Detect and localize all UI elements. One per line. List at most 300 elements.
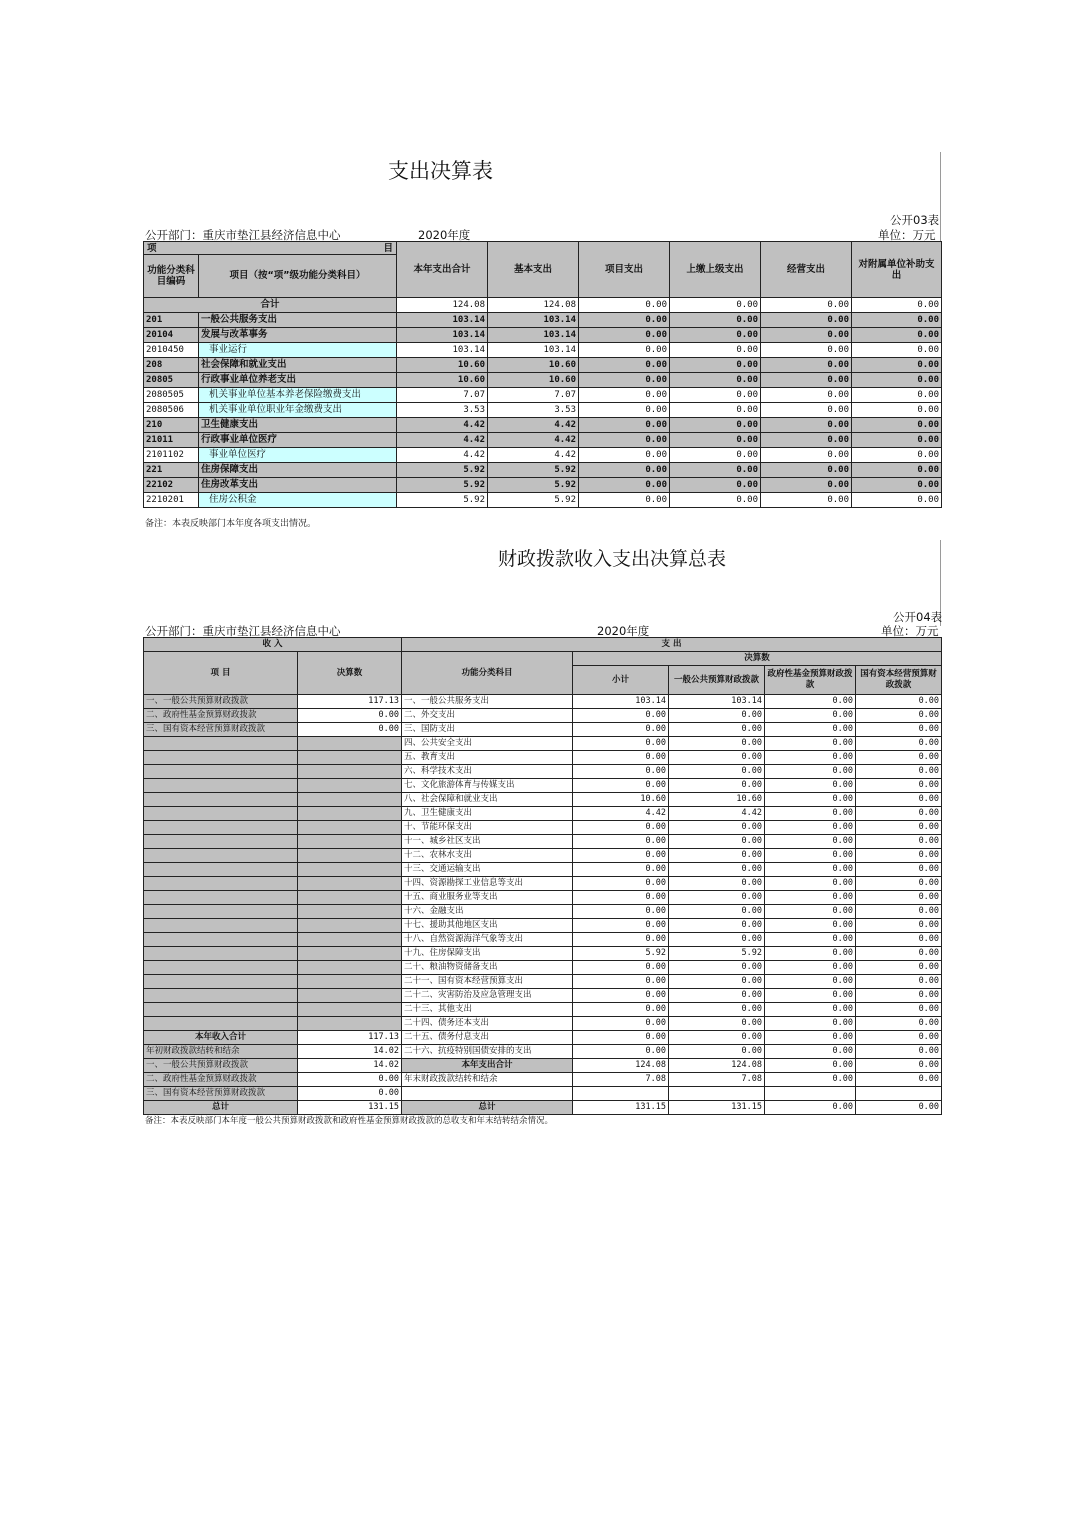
expense-value-cell: 0.00 <box>765 919 856 933</box>
expense-value-cell: 0.00 <box>765 849 856 863</box>
expense-value-cell: 0.00 <box>573 961 669 975</box>
income-item-cell <box>144 779 298 793</box>
value-cell: 0.00 <box>761 373 852 388</box>
table-row <box>144 418 942 433</box>
expense-value-cell: 0.00 <box>856 905 942 919</box>
value-cell: 0.00 <box>670 298 761 313</box>
expense-item-cell: 二十二、灾害防治及应急管理支出 <box>402 989 573 1003</box>
expense-value-cell: 0.00 <box>765 947 856 961</box>
expense-value-cell: 0.00 <box>856 723 942 737</box>
expense-value-cell: 0.00 <box>573 723 669 737</box>
expense-value-cell: 0.00 <box>765 737 856 751</box>
value-cell: 4.42 <box>488 448 579 463</box>
value-cell: 0.00 <box>761 313 852 328</box>
table1-department: 公开部门：重庆市垫江县经济信息中心 <box>145 228 341 242</box>
expense-value-cell: 0.00 <box>669 751 765 765</box>
expense-value-cell: 0.00 <box>765 905 856 919</box>
name-cell: 机关事业单位基本养老保险缴费支出 <box>199 388 397 403</box>
expense-value-cell: 0.00 <box>765 709 856 723</box>
table-row <box>144 478 942 493</box>
name-cell: 住房公积金 <box>199 493 397 508</box>
name-cell: 一般公共服务支出 <box>199 313 397 328</box>
expense-value-cell: 0.00 <box>856 807 942 821</box>
value-cell: 103.14 <box>397 313 488 328</box>
expense-value-cell: 0.00 <box>669 737 765 751</box>
value-cell: 4.42 <box>397 418 488 433</box>
income-amount-cell: 0.00 <box>298 709 402 723</box>
table-row <box>144 919 942 933</box>
expense-value-cell: 0.00 <box>573 905 669 919</box>
expense-value-cell: 0.00 <box>669 1045 765 1059</box>
table1-note: 备注：本表反映部门本年度各项支出情况。 <box>145 519 317 529</box>
header-subsidy: 对附属单位补助支出 <box>852 242 942 298</box>
expense-value-cell: 0.00 <box>669 891 765 905</box>
expense-item-cell: 十三、交通运输支出 <box>402 863 573 877</box>
expense-item-cell: 九、卫生健康支出 <box>402 807 573 821</box>
expense-value-cell: 0.00 <box>856 779 942 793</box>
expense-value-cell: 0.00 <box>573 779 669 793</box>
code-cell: 208 <box>144 358 199 373</box>
table2-form-no: 公开04表 <box>893 610 943 624</box>
expense-value-cell: 0.00 <box>856 1017 942 1031</box>
name-cell: 住房改革支出 <box>199 478 397 493</box>
expense-value-cell: 0.00 <box>573 1003 669 1017</box>
value-cell: 103.14 <box>488 343 579 358</box>
expense-value-cell: 0.00 <box>573 821 669 835</box>
value-cell: 0.00 <box>852 388 942 403</box>
expense-value-cell: 10.60 <box>669 793 765 807</box>
header-func: 功能分类科目 <box>402 652 573 695</box>
table-row <box>144 751 942 765</box>
expense-value-cell: 0.00 <box>856 709 942 723</box>
income-item-cell: 二、政府性基金预算财政拨款 <box>144 709 298 723</box>
code-cell: 2210201 <box>144 493 199 508</box>
expense-value-cell: 0.00 <box>856 765 942 779</box>
expense-value-cell: 0.00 <box>856 1073 942 1087</box>
income-amount-cell <box>298 765 402 779</box>
expense-value-cell: 0.00 <box>765 723 856 737</box>
expense-value-cell: 0.00 <box>856 947 942 961</box>
value-cell: 0.00 <box>761 463 852 478</box>
value-cell: 0.00 <box>579 388 670 403</box>
table-row <box>144 448 942 463</box>
expense-value-cell: 0.00 <box>856 821 942 835</box>
income-item-cell: 年初财政拨款结转和结余 <box>144 1045 298 1059</box>
income-amount-cell <box>298 779 402 793</box>
value-cell: 4.42 <box>488 418 579 433</box>
value-cell: 0.00 <box>579 358 670 373</box>
table-row <box>144 863 942 877</box>
expense-value-cell: 131.15 <box>669 1101 765 1115</box>
expense-value-cell: 103.14 <box>669 695 765 709</box>
expense-value-cell: 7.08 <box>573 1073 669 1087</box>
income-item-cell <box>144 849 298 863</box>
expense-value-cell: 0.00 <box>765 863 856 877</box>
header-business: 经营支出 <box>761 242 852 298</box>
expense-value-cell: 0.00 <box>573 709 669 723</box>
table-row <box>144 1101 942 1115</box>
expense-value-cell: 0.00 <box>765 961 856 975</box>
value-cell: 0.00 <box>670 313 761 328</box>
expense-item-cell: 十、节能环保支出 <box>402 821 573 835</box>
table-row <box>144 961 942 975</box>
expense-value-cell: 0.00 <box>856 919 942 933</box>
expense-value-cell: 0.00 <box>669 877 765 891</box>
value-cell: 0.00 <box>852 478 942 493</box>
value-cell: 0.00 <box>579 418 670 433</box>
income-item-cell: 三、国有资本经营预算财政拨款 <box>144 723 298 737</box>
income-amount-cell <box>298 863 402 877</box>
name-cell: 发展与改革事务 <box>199 328 397 343</box>
table-row <box>144 723 942 737</box>
header-item: 项 目 <box>144 652 298 695</box>
value-cell: 10.60 <box>397 358 488 373</box>
income-amount-cell <box>298 877 402 891</box>
income-item-cell <box>144 905 298 919</box>
income-amount-cell: 0.00 <box>298 1087 402 1101</box>
fiscal-summary-table <box>143 637 942 1115</box>
name-cell: 行政事业单位养老支出 <box>199 373 397 388</box>
expense-value-cell: 0.00 <box>856 863 942 877</box>
income-item-cell <box>144 1017 298 1031</box>
value-cell: 0.00 <box>852 418 942 433</box>
table-row <box>144 933 942 947</box>
income-amount-cell <box>298 807 402 821</box>
income-item-cell <box>144 751 298 765</box>
header-xiang: 项 <box>147 243 157 254</box>
expense-value-cell: 0.00 <box>765 695 856 709</box>
table-row <box>144 905 942 919</box>
total-label: 合计 <box>144 298 397 313</box>
table-row-total <box>144 298 942 313</box>
income-amount-cell <box>298 891 402 905</box>
expense-value-cell: 103.14 <box>573 695 669 709</box>
expense-item-cell: 十一、城乡社区支出 <box>402 835 573 849</box>
expense-value-cell: 0.00 <box>765 1073 856 1087</box>
income-item-cell: 一、一般公共预算财政拨款 <box>144 695 298 709</box>
income-amount-cell <box>298 919 402 933</box>
income-amount-cell <box>298 835 402 849</box>
table-row <box>144 765 942 779</box>
table-row <box>144 849 942 863</box>
expense-value-cell: 0.00 <box>765 975 856 989</box>
header-mu: 目 <box>383 243 393 254</box>
income-amount-cell <box>298 975 402 989</box>
expense-item-cell: 二十一、国有资本经营预算支出 <box>402 975 573 989</box>
income-amount-cell: 0.00 <box>298 723 402 737</box>
expense-item-cell: 年末财政拨款结转和结余 <box>402 1073 573 1087</box>
value-cell: 0.00 <box>852 358 942 373</box>
value-cell: 4.42 <box>397 448 488 463</box>
table-row <box>144 463 942 478</box>
value-cell: 0.00 <box>670 358 761 373</box>
header-total: 本年支出合计 <box>397 242 488 298</box>
expense-value-cell: 0.00 <box>573 891 669 905</box>
expense-item-cell <box>402 1087 573 1101</box>
expense-value-cell: 0.00 <box>573 877 669 891</box>
expense-value-cell: 0.00 <box>573 989 669 1003</box>
value-cell: 0.00 <box>761 433 852 448</box>
code-cell: 221 <box>144 463 199 478</box>
value-cell: 0.00 <box>852 448 942 463</box>
value-cell: 0.00 <box>761 343 852 358</box>
expense-value-cell: 0.00 <box>856 1101 942 1115</box>
expense-value-cell: 0.00 <box>573 1045 669 1059</box>
income-item-cell <box>144 737 298 751</box>
income-amount-cell <box>298 849 402 863</box>
income-item-cell <box>144 989 298 1003</box>
value-cell: 103.14 <box>488 328 579 343</box>
value-cell: 0.00 <box>579 313 670 328</box>
value-cell: 0.00 <box>852 328 942 343</box>
expense-item-cell: 十五、商业服务业等支出 <box>402 891 573 905</box>
table-row <box>144 975 942 989</box>
table-row <box>144 343 942 358</box>
expense-item-cell: 十二、农林水支出 <box>402 849 573 863</box>
income-item-cell <box>144 933 298 947</box>
expense-value-cell: 0.00 <box>669 849 765 863</box>
income-item-cell <box>144 975 298 989</box>
expense-value-cell: 0.00 <box>765 793 856 807</box>
income-amount-cell: 117.13 <box>298 695 402 709</box>
expense-value-cell: 0.00 <box>573 919 669 933</box>
expense-value-cell: 0.00 <box>573 751 669 765</box>
table1-year: 2020年度 <box>418 228 471 242</box>
income-item-cell: 一、一般公共预算财政拨款 <box>144 1059 298 1073</box>
table-row <box>144 947 942 961</box>
expense-value-cell: 0.00 <box>669 1003 765 1017</box>
expense-value-cell: 0.00 <box>765 835 856 849</box>
expense-value-cell: 4.42 <box>573 807 669 821</box>
table-row <box>144 1059 942 1073</box>
value-cell: 0.00 <box>579 403 670 418</box>
income-item-cell <box>144 1003 298 1017</box>
expense-value-cell: 0.00 <box>573 737 669 751</box>
expense-value-cell: 0.00 <box>856 933 942 947</box>
expense-item-cell: 七、文化旅游体育与传媒支出 <box>402 779 573 793</box>
table-row <box>144 313 942 328</box>
value-cell: 0.00 <box>670 373 761 388</box>
name-cell: 事业运行 <box>199 343 397 358</box>
code-cell: 2080506 <box>144 403 199 418</box>
income-amount-cell: 14.02 <box>298 1045 402 1059</box>
expense-value-cell: 7.08 <box>669 1073 765 1087</box>
table-row <box>144 403 942 418</box>
table-row <box>144 695 942 709</box>
expense-value-cell: 0.00 <box>573 1031 669 1045</box>
expense-item-cell: 二、外交支出 <box>402 709 573 723</box>
expense-value-cell: 0.00 <box>765 877 856 891</box>
value-cell: 0.00 <box>579 433 670 448</box>
value-cell: 124.08 <box>488 298 579 313</box>
expense-item-cell: 二十四、债务还本支出 <box>402 1017 573 1031</box>
value-cell: 0.00 <box>670 493 761 508</box>
table-row <box>144 891 942 905</box>
expense-item-cell: 四、公共安全支出 <box>402 737 573 751</box>
expense-item-cell: 十四、资源勘探工业信息等支出 <box>402 877 573 891</box>
expense-value-cell: 0.00 <box>856 737 942 751</box>
income-item-cell <box>144 919 298 933</box>
expenditure-table <box>143 241 942 508</box>
value-cell: 0.00 <box>670 343 761 358</box>
code-cell: 21011 <box>144 433 199 448</box>
value-cell: 7.07 <box>397 388 488 403</box>
code-cell: 2101102 <box>144 448 199 463</box>
name-cell: 卫生健康支出 <box>199 418 397 433</box>
table-row <box>144 1031 942 1045</box>
table2-department: 公开部门：重庆市垫江县经济信息中心 <box>145 624 341 638</box>
value-cell: 0.00 <box>761 358 852 373</box>
income-item-cell <box>144 877 298 891</box>
value-cell: 0.00 <box>579 478 670 493</box>
expense-item-cell: 十六、金融支出 <box>402 905 573 919</box>
expense-item-cell: 总计 <box>402 1101 573 1115</box>
table-row <box>144 779 942 793</box>
expense-value-cell <box>669 1087 765 1101</box>
expense-item-cell: 十八、自然资源海洋气象等支出 <box>402 933 573 947</box>
expense-value-cell: 0.00 <box>669 905 765 919</box>
expense-value-cell: 0.00 <box>669 723 765 737</box>
income-item-cell <box>144 835 298 849</box>
expense-value-cell: 10.60 <box>573 793 669 807</box>
page-edge-line <box>940 152 941 244</box>
header-basic: 基本支出 <box>488 242 579 298</box>
income-item-cell <box>144 765 298 779</box>
value-cell: 0.00 <box>579 298 670 313</box>
expense-value-cell: 0.00 <box>669 835 765 849</box>
value-cell: 103.14 <box>397 343 488 358</box>
code-cell: 201 <box>144 313 199 328</box>
table1-unit: 单位：万元 <box>878 228 936 242</box>
income-item-cell: 二、政府性基金预算财政拨款 <box>144 1073 298 1087</box>
expense-value-cell: 0.00 <box>856 835 942 849</box>
header-project: 项目支出 <box>579 242 670 298</box>
income-item-cell <box>144 821 298 835</box>
value-cell: 0.00 <box>761 493 852 508</box>
value-cell: 0.00 <box>761 403 852 418</box>
header-name: 项目（按“项”级功能分类科目） <box>199 255 397 298</box>
name-cell: 机关事业单位职业年金缴费支出 <box>199 403 397 418</box>
header-fund: 政府性基金预算财政拨款 <box>765 666 856 695</box>
value-cell: 5.92 <box>397 478 488 493</box>
header-expense: 支 出 <box>402 638 942 652</box>
income-item-cell <box>144 807 298 821</box>
expense-value-cell: 0.00 <box>669 863 765 877</box>
income-item-cell <box>144 947 298 961</box>
income-item-cell: 三、国有资本经营预算财政拨款 <box>144 1087 298 1101</box>
expense-value-cell: 0.00 <box>573 933 669 947</box>
value-cell: 0.00 <box>852 343 942 358</box>
expense-value-cell: 0.00 <box>856 793 942 807</box>
expense-value-cell: 0.00 <box>765 821 856 835</box>
income-amount-cell <box>298 821 402 835</box>
expense-item-cell: 八、社会保障和就业支出 <box>402 793 573 807</box>
income-amount-cell: 131.15 <box>298 1101 402 1115</box>
income-amount-cell <box>298 1017 402 1031</box>
value-cell: 7.07 <box>488 388 579 403</box>
table-row <box>144 709 942 723</box>
value-cell: 0.00 <box>852 433 942 448</box>
expense-value-cell: 0.00 <box>669 1031 765 1045</box>
expense-item-cell: 十七、援助其他地区支出 <box>402 919 573 933</box>
expense-value-cell: 0.00 <box>765 933 856 947</box>
value-cell: 0.00 <box>670 403 761 418</box>
expense-value-cell: 0.00 <box>765 765 856 779</box>
table-row <box>144 388 942 403</box>
value-cell: 0.00 <box>579 463 670 478</box>
value-cell: 0.00 <box>670 388 761 403</box>
value-cell: 0.00 <box>852 298 942 313</box>
table-row <box>144 821 942 835</box>
value-cell: 0.00 <box>670 448 761 463</box>
header-final: 决算数 <box>573 652 942 666</box>
income-amount-cell <box>298 947 402 961</box>
table1-form-no: 公开03表 <box>890 213 940 227</box>
expense-value-cell: 0.00 <box>669 919 765 933</box>
code-cell: 210 <box>144 418 199 433</box>
expense-value-cell: 5.92 <box>573 947 669 961</box>
value-cell: 0.00 <box>761 388 852 403</box>
table-row <box>144 1087 942 1101</box>
income-amount-cell <box>298 961 402 975</box>
income-item-cell <box>144 961 298 975</box>
expense-value-cell: 0.00 <box>669 1017 765 1031</box>
table-row <box>144 793 942 807</box>
expense-value-cell: 0.00 <box>856 849 942 863</box>
table-row <box>144 835 942 849</box>
income-amount-cell: 0.00 <box>298 1073 402 1087</box>
value-cell: 5.92 <box>397 463 488 478</box>
table2-year: 2020年度 <box>597 624 650 638</box>
expense-value-cell: 0.00 <box>856 989 942 1003</box>
value-cell: 0.00 <box>761 418 852 433</box>
value-cell: 3.53 <box>488 403 579 418</box>
expense-value-cell <box>856 1087 942 1101</box>
code-cell: 20805 <box>144 373 199 388</box>
income-amount-cell <box>298 989 402 1003</box>
expense-value-cell <box>765 1087 856 1101</box>
expense-value-cell: 0.00 <box>573 975 669 989</box>
table-row <box>144 1073 942 1087</box>
name-cell: 事业单位医疗 <box>199 448 397 463</box>
income-amount-cell <box>298 751 402 765</box>
name-cell: 住房保障支出 <box>199 463 397 478</box>
value-cell: 0.00 <box>579 328 670 343</box>
expense-value-cell: 0.00 <box>765 1017 856 1031</box>
expense-item-cell: 二十、粮油物资储备支出 <box>402 961 573 975</box>
value-cell: 4.42 <box>488 433 579 448</box>
expense-item-cell: 本年支出合计 <box>402 1059 573 1073</box>
table-row <box>144 737 942 751</box>
expense-value-cell: 5.92 <box>669 947 765 961</box>
value-cell: 0.00 <box>670 478 761 493</box>
expense-item-cell: 六、科学技术支出 <box>402 765 573 779</box>
income-amount-cell <box>298 905 402 919</box>
value-cell: 5.92 <box>488 478 579 493</box>
value-cell: 0.00 <box>761 448 852 463</box>
expense-value-cell: 0.00 <box>573 835 669 849</box>
expense-value-cell: 0.00 <box>856 1031 942 1045</box>
expense-value-cell: 0.00 <box>856 891 942 905</box>
value-cell: 3.53 <box>397 403 488 418</box>
expense-item-cell: 一、一般公共服务支出 <box>402 695 573 709</box>
income-item-cell: 本年收入合计 <box>144 1031 298 1045</box>
value-cell: 10.60 <box>488 358 579 373</box>
table-row <box>144 807 942 821</box>
expense-item-cell: 三、国防支出 <box>402 723 573 737</box>
table-row <box>144 373 942 388</box>
header-group-cell <box>144 242 397 255</box>
